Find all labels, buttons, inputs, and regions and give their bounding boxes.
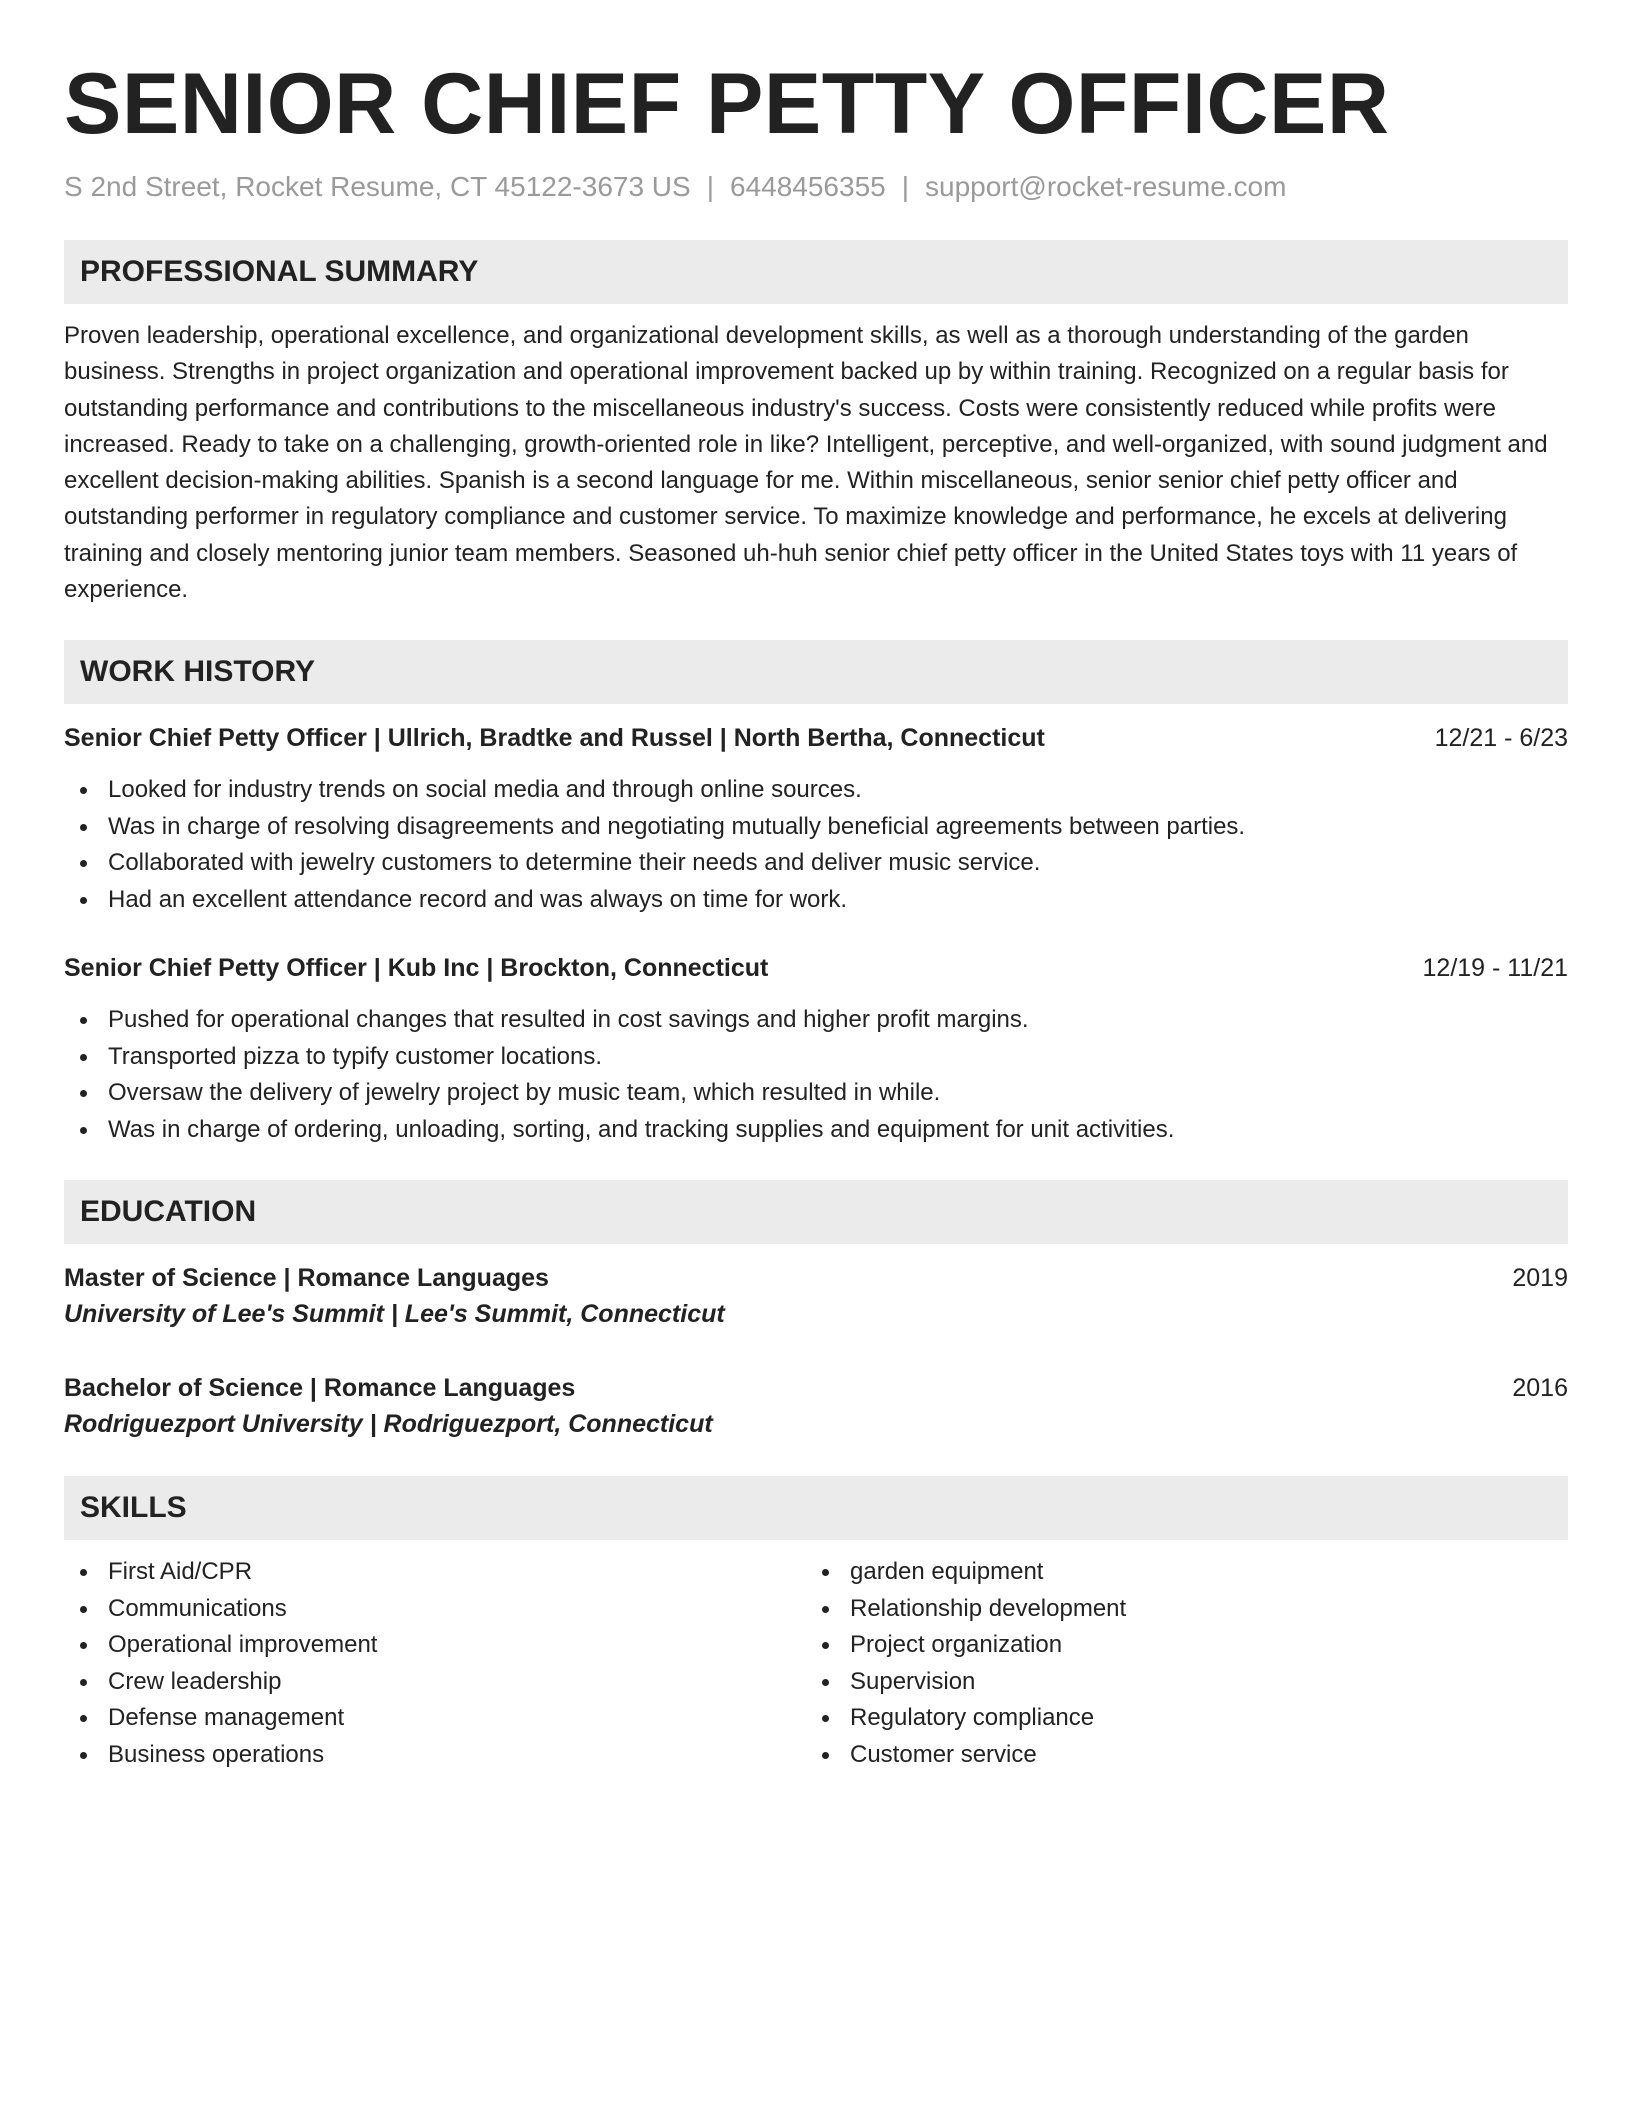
skill-item: Customer service	[806, 1737, 1548, 1774]
skill-item: Defense management	[64, 1700, 806, 1737]
job-dates: 12/19 - 11/21	[1422, 954, 1568, 983]
job-header	[64, 950, 1568, 986]
degree: Master of Science | Romance Languages	[64, 1264, 549, 1293]
list-item: Had an excellent attendance record and was always on time for work.	[64, 882, 1568, 919]
candidate-name: SENIOR CHIEF PETTY OFFICER	[64, 56, 1390, 152]
skill-item: Regulatory compliance	[806, 1700, 1548, 1737]
graduation-year: 2019	[1512, 1264, 1568, 1293]
section-header-work-history: WORK HISTORY	[64, 640, 1568, 704]
job-entry	[64, 950, 1568, 1148]
skill-item: Supervision	[806, 1664, 1548, 1701]
contact-separator: |	[706, 171, 714, 202]
skill-item: First Aid/CPR	[64, 1554, 806, 1591]
skills-list	[64, 1554, 1568, 1773]
education-header	[64, 1260, 1568, 1296]
summary-text: Proven leadership, operational excellence, and organizational development skills, as well as a thorough understanding of the garden business. Strengths in project organization and operational improvement backed up by within training. Recognized on a regular basis for outstanding performance and contributions to the miscellaneous industry's success. Costs were consistently reduced while profits were increased. Ready to take on a challenging, growth-oriented role in like? Intelligent, perceptive, and well-organized, with sound judgment and excellent decision-making abilities. Spanish is a second language for me. Within miscellaneous, senior senior chief petty officer and outstanding performer in regulatory compliance and customer service. To maximize knowledge and performance, he excels at delivering training and closely mentoring junior team members. Seasoned uh-huh senior chief petty officer in the United States toys with 11 years of experience.	[64, 322, 1548, 604]
skill-item: Business operations	[64, 1737, 806, 1774]
skill-item: Relationship development	[806, 1591, 1548, 1628]
education-header	[64, 1370, 1568, 1406]
contact-separator: |	[901, 171, 910, 202]
contact-phone: 6448456355	[730, 171, 886, 202]
skill-item: Project organization	[806, 1627, 1548, 1664]
education-entry	[64, 1370, 1568, 1442]
skill-item: Communications	[64, 1591, 806, 1628]
job-header	[64, 720, 1568, 756]
list-item: Transported pizza to typify customer locations.	[64, 1039, 1568, 1076]
skill-item: Crew leadership	[64, 1664, 806, 1701]
skill-item: garden equipment	[806, 1554, 1548, 1591]
list-item: Looked for industry trends on social media and through online sources.	[64, 772, 1568, 809]
contact-line	[64, 170, 1568, 204]
contact-address: S 2nd Street, Rocket Resume, CT 45122-3673 US	[64, 171, 691, 202]
skill-item: Operational improvement	[64, 1627, 806, 1664]
job-bullets	[64, 772, 1568, 918]
list-item: Was in charge of ordering, unloading, sorting, and tracking supplies and equipment for unit activities.	[64, 1112, 1568, 1149]
school: Rodriguezport University | Rodriguezport, Connecticut	[64, 1410, 713, 1439]
contact-email: support@rocket-resume.com	[925, 171, 1287, 202]
skills-column-right	[806, 1554, 1548, 1773]
section-header-skills: SKILLS	[64, 1476, 1568, 1540]
section-header-summary: PROFESSIONAL SUMMARY	[64, 240, 1568, 304]
school: University of Lee's Summit | Lee's Summit, Connecticut	[64, 1300, 725, 1329]
list-item: Collaborated with jewelry customers to determine their needs and deliver music service.	[64, 845, 1568, 882]
job-bullets	[64, 1002, 1568, 1148]
list-item: Was in charge of resolving disagreements and negotiating mutually beneficial agreements between parties.	[64, 809, 1568, 846]
list-item: Oversaw the delivery of jewelry project by music team, which resulted in while.	[64, 1075, 1568, 1112]
job-dates: 12/21 - 6/23	[1434, 724, 1568, 753]
job-title: Senior Chief Petty Officer | Kub Inc | Brockton, Connecticut	[64, 954, 769, 983]
graduation-year: 2016	[1512, 1374, 1568, 1403]
job-title: Senior Chief Petty Officer | Ullrich, Bradtke and Russel | North Bertha, Connecticut	[64, 724, 1045, 753]
degree: Bachelor of Science | Romance Languages	[64, 1374, 576, 1403]
list-item: Pushed for operational changes that resulted in cost savings and higher profit margins.	[64, 1002, 1568, 1039]
education-entry	[64, 1260, 1568, 1332]
section-header-education: EDUCATION	[64, 1180, 1568, 1244]
skills-column-left	[64, 1554, 806, 1773]
job-entry	[64, 720, 1568, 918]
